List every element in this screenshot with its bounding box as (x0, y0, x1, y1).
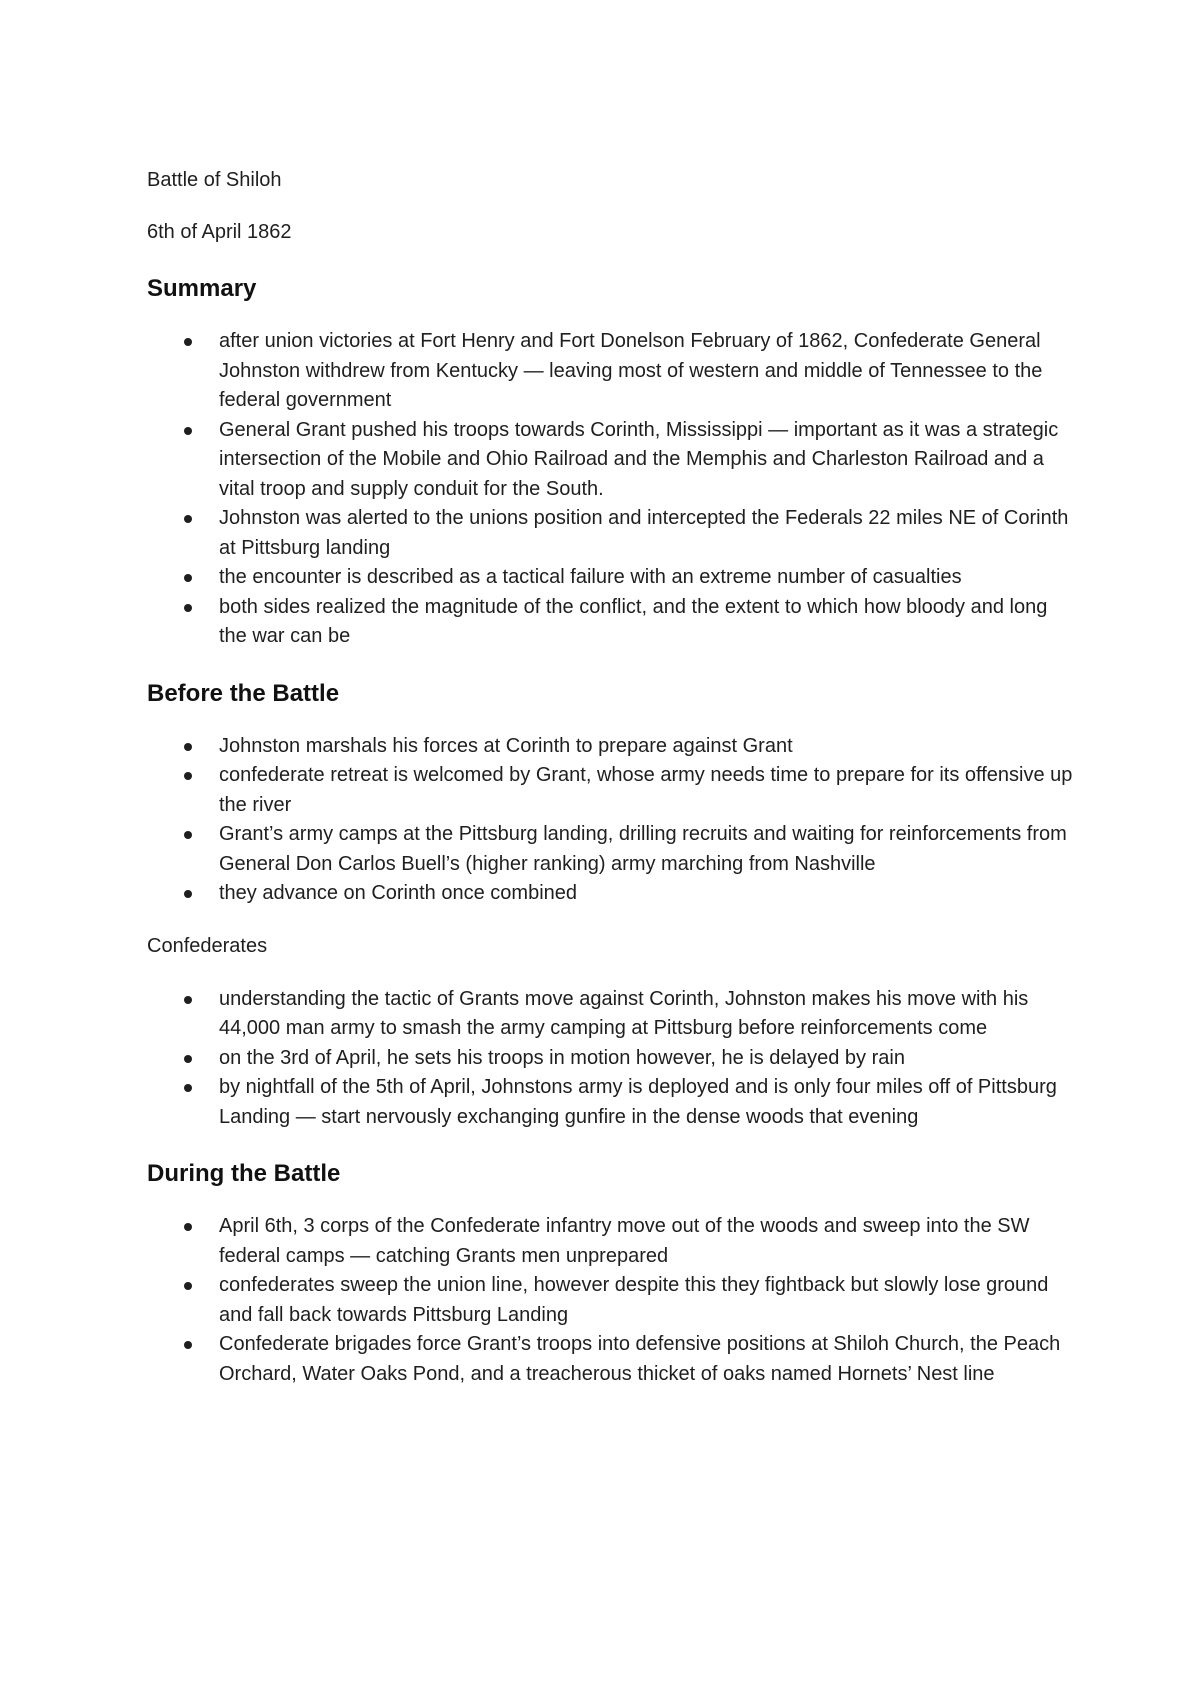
list-item-text: Grant’s army camps at the Pittsburg landing, drilling recruits and waiting for reinforcements from General Don Carlos Buell’s (higher ranking) army marching from Nashville (219, 823, 1067, 875)
summary-heading: Summary (147, 275, 257, 302)
list-item-text: confederates sweep the union line, however despite this they fightback but slowly lose ground and fall back towards Pittsburg Landing (219, 1274, 1049, 1326)
during-battle-list (147, 1212, 1077, 1389)
list-item (147, 820, 1077, 879)
list-item (147, 504, 1077, 563)
list-item-text: Johnston was alerted to the unions position and intercepted the Federals 22 miles NE of Corinth at Pittsburg landing (219, 507, 1069, 559)
list-item (147, 416, 1077, 505)
list-item-text: understanding the tactic of Grants move against Corinth, Johnston makes his move with his 44,000 man army to smash the army camping at Pittsburg before reinforcements come (219, 987, 1029, 1039)
list-item (147, 1330, 1077, 1389)
bullet-icon (184, 1084, 192, 1092)
bullet-icon (184, 574, 192, 582)
list-item-text: Johnston marshals his forces at Corinth to prepare against Grant (219, 734, 793, 757)
list-item-text: General Grant pushed his troops towards Corinth, Mississippi — important as it was a strategic intersection of the Mobile and Ohio Railroad and the Memphis and Charleston Railroad and a vital troop and supply conduit for the South. (219, 418, 1059, 500)
bullet-icon (184, 427, 192, 435)
list-item (147, 761, 1077, 820)
bullet-icon (184, 515, 192, 523)
document-date: 6th of April 1862 (147, 221, 292, 243)
list-item-text: the encounter is described as a tactical failure with an extreme number of casualties (219, 566, 962, 588)
list-item-text: on the 3rd of April, he sets his troops in motion however, he is delayed by rain (219, 1046, 905, 1069)
list-item-text: both sides realized the magnitude of the conflict, and the extent to which how bloody and long the war can be (219, 595, 1048, 647)
list-item (147, 1073, 1077, 1132)
list-item (147, 732, 1077, 762)
bullet-icon (184, 772, 192, 780)
list-item (147, 1212, 1077, 1271)
list-item-text: they advance on Corinth once combined (219, 882, 578, 904)
confederates-subheading: Confederates (147, 934, 268, 957)
bullet-icon (184, 890, 192, 898)
list-item-text: Confederate brigades force Grant’s troops into defensive positions at Shiloh Church, the Peach Orchard, Water Oaks Pond, and a treacherous thicket of oaks named Hornets’ Nest line (219, 1333, 1061, 1385)
list-item (147, 563, 1077, 593)
list-item (147, 593, 1077, 652)
document-title: Battle of Shiloh (147, 169, 282, 191)
during-battle-heading: During the Battle (147, 1160, 341, 1187)
list-item (147, 1271, 1077, 1330)
list-item (147, 327, 1077, 416)
bullet-icon (184, 604, 192, 612)
list-item-text: confederate retreat is welcomed by Grant, whose army needs time to prepare for its offensive up the river (219, 764, 1073, 816)
confederates-list (147, 985, 1077, 1133)
bullet-icon (184, 743, 192, 751)
bullet-icon (184, 338, 192, 346)
list-item (147, 985, 1077, 1044)
list-item-text: April 6th, 3 corps of the Confederate infantry move out of the woods and sweep into the SW federal camps — catching Grants men unprepared (219, 1215, 1030, 1267)
list-item-text: after union victories at Fort Henry and Fort Donelson February of 1862, Confederate General Johnston withdrew from Kentucky — leaving most of western and middle of Tennessee to the federal government (219, 330, 1043, 411)
list-item (147, 879, 1077, 909)
bullet-icon (184, 1223, 192, 1231)
list-item-text: by nightfall of the 5th of April, Johnstons army is deployed and is only four miles off of Pittsburg Landing — start nervously exchanging gunfire in the dense woods that evening (219, 1076, 1057, 1128)
bullet-icon (184, 1341, 192, 1349)
bullet-icon (184, 1282, 192, 1290)
bullet-icon (184, 996, 192, 1004)
list-item (147, 1044, 1077, 1074)
before-battle-list (147, 732, 1077, 909)
summary-list (147, 327, 1077, 652)
bullet-icon (184, 1055, 192, 1063)
document-page (147, 165, 1077, 1389)
bullet-icon (184, 831, 192, 839)
before-battle-heading: Before the Battle (147, 679, 340, 707)
